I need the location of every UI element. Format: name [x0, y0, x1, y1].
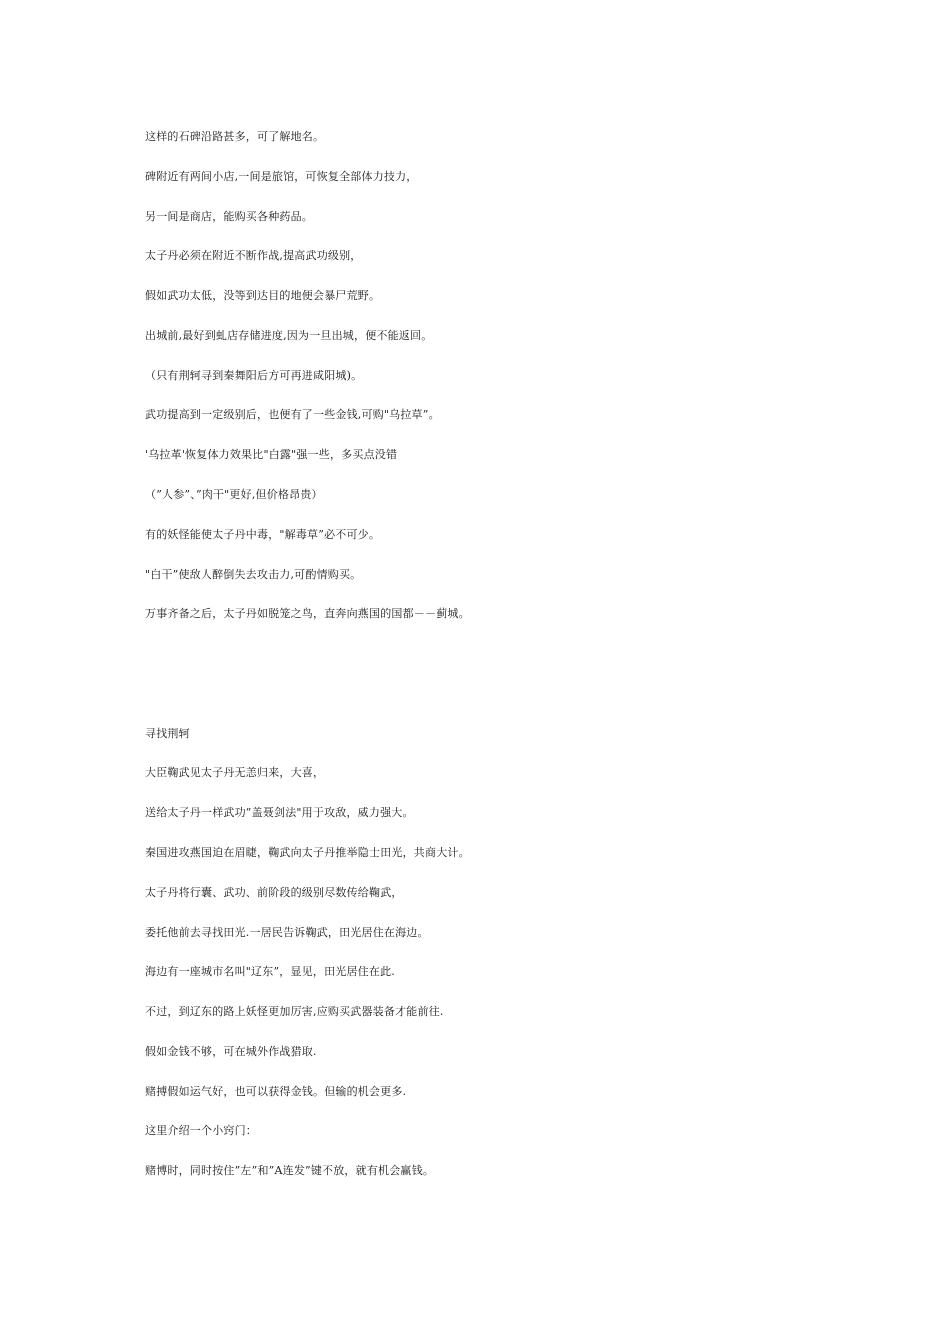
- paragraph-line: 碑附近有两间小店,一间是旅馆，可恢复全部体力技力，: [145, 170, 418, 183]
- paragraph-line: 武功提高到一定级别后，也便有了一些金钱,可购"乌拉草”。: [145, 408, 440, 421]
- paragraph-line: '乌拉革'恢复体力效果比"白露"强一些，多买点没错: [145, 448, 398, 461]
- paragraph-line: 秦国进攻燕国迫在眉睫，鞠武向太子丹推举隐士田光，共商大计。: [145, 846, 470, 859]
- paragraph-line: 这里介绍一个小窍门：: [145, 1124, 257, 1137]
- paragraph-line: 海边有一座城市名叫"辽东”，显见，田光居住在此.: [145, 965, 395, 978]
- paragraph-line: 出城前,最好到虬店存储进度,因为一旦出城，便不能返回。: [145, 329, 433, 342]
- paragraph-line: 这样的石碑沿路甚多，可了解地名。: [145, 130, 325, 143]
- paragraph-line: 赌博时，同时按住”左”和”A连发”键不放，就有机会赢钱。: [145, 1164, 435, 1177]
- paragraph-line: 有的妖怪能使太子丹中毒，"解毒草”必不可少。: [145, 528, 381, 541]
- paragraph-line: 假如武功太低，没等到达目的地便会暴尸荒野。: [145, 289, 381, 302]
- paragraph-line: 委托他前去寻找田光.一居民告诉鞠武，田光居住在海边。: [145, 926, 429, 939]
- paragraph-line: 不过，到辽东的路上妖怪更加厉害,应购买武器装备才能前往.: [145, 1005, 444, 1018]
- paragraph-line: 假如金钱不够，可在城外作战猎取.: [145, 1045, 317, 1058]
- paragraph-line: 送给太子丹一样武功”盖聂剑法"用于攻敌，威力强大。: [145, 806, 414, 819]
- paragraph-line: "白干”使敌人醉倒失去攻击力,可酌情购买。: [145, 568, 362, 581]
- paragraph-line: 太子丹必须在附近不断作战,提高武功级别，: [145, 249, 362, 262]
- paragraph-line: 太子丹将行囊、武功、前阶段的级别尽数传给鞠武，: [145, 886, 403, 899]
- paragraph-line: 万事齐备之后，太子丹如脱笼之鸟，直奔向燕国的国都－－蓟城。: [145, 607, 470, 620]
- paragraph-line: 赌搏假如运气好，也可以获得金钱。但输的机会更多.: [145, 1085, 407, 1098]
- paragraph-line: 另一间是商店，能购买各种药品。: [145, 210, 313, 223]
- paragraph-line: （只有荆轲寻到秦舞阳后方可再进咸阳城)。: [145, 369, 363, 382]
- paragraph-line: 大臣鞠武见太子丹无恙归来，大喜，: [145, 766, 325, 779]
- section-title: 寻找荆轲: [145, 727, 190, 740]
- paragraph-line: （”人参”、”肉干"更好,但价格昂贵）: [145, 488, 323, 501]
